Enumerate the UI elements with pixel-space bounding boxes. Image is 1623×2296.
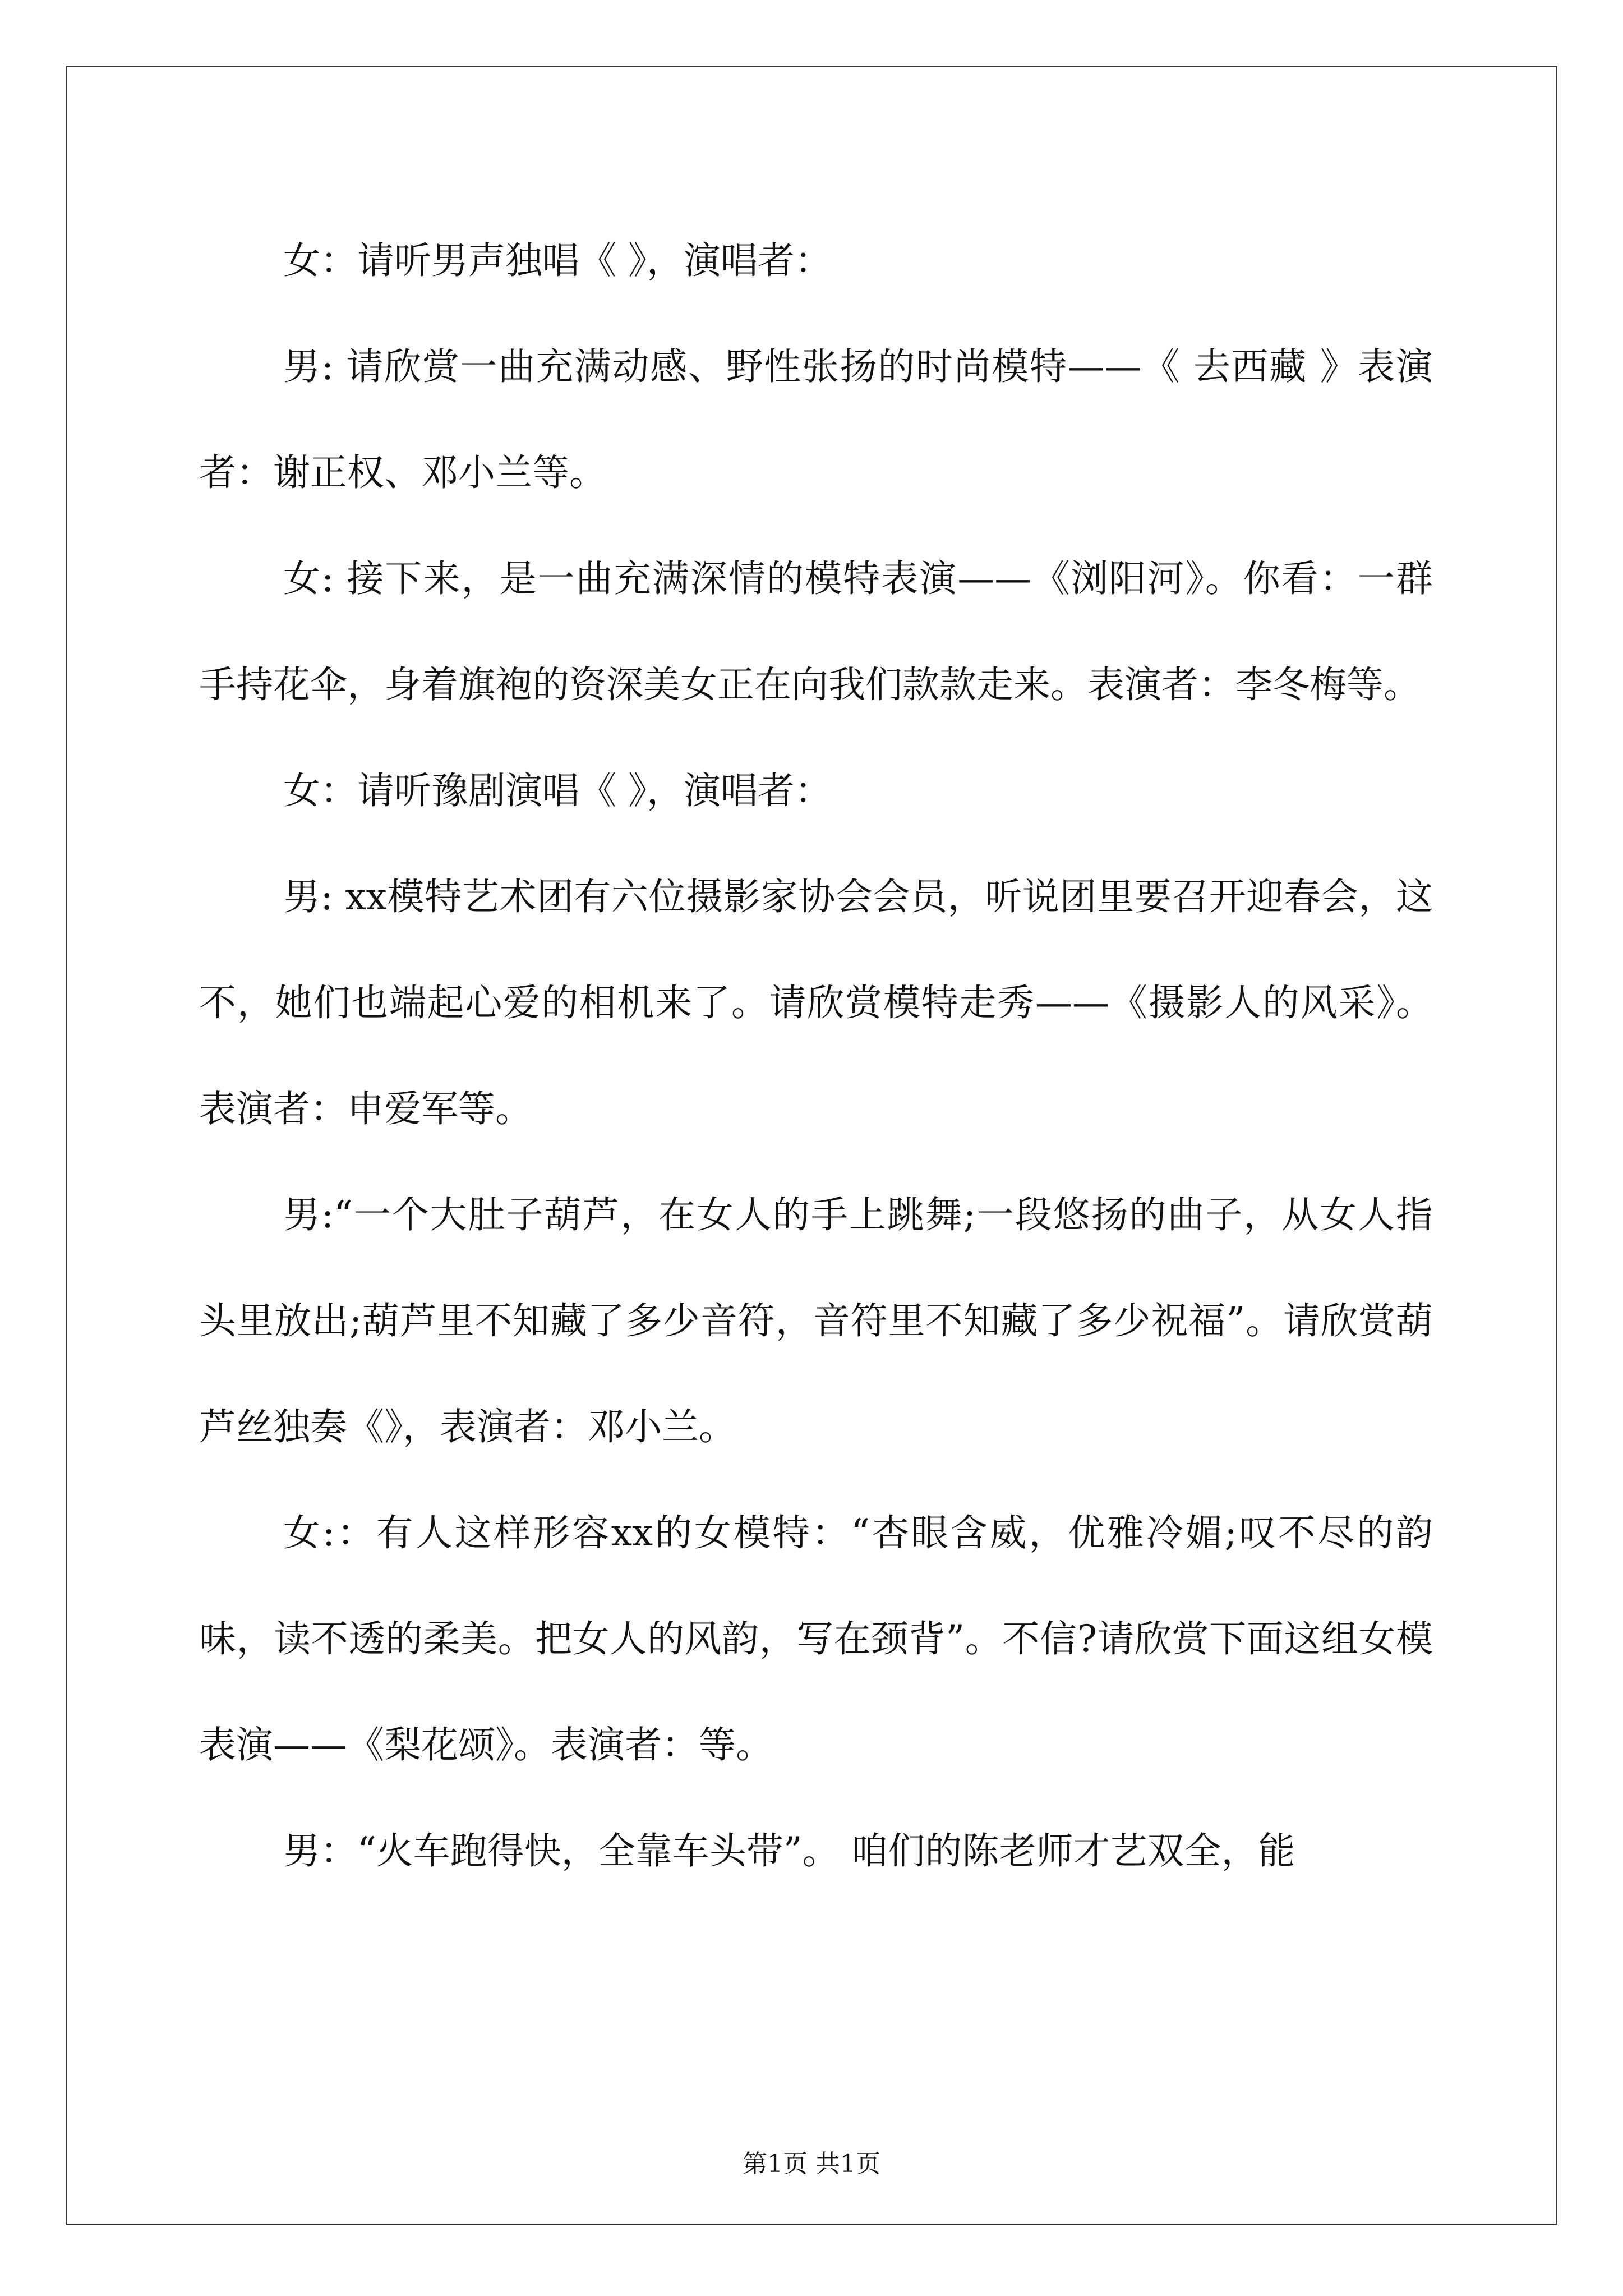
paragraph-5: 男: xx模特艺术团有六位摄影家协会会员，听说团里要召开迎春会，这不，她们也端起心爱的相机来了。请欣赏模特走秀——《摄影人的风采》。表演者：申爱军等。 [199, 875, 1433, 1130]
document-body [199, 208, 1433, 1904]
paragraph-7: 女:：有人这样形容xx的女模特：“杏眼含威，优雅冷媚;叹不尽的韵味，读不透的柔美。把女人的风韵，写在颈背”。不信?请欣赏下面这组女模表演——《梨花颂》。表演者：等。 [199, 1511, 1433, 1766]
paragraph-8: 男：“火车跑得快，全靠车头带”。 咱们的陈老师才艺双全，能 [283, 1829, 1295, 1872]
paragraph-1: 女：请听男声独唱《 》，演唱者： [283, 239, 832, 282]
paragraph-4: 女：请听豫剧演唱《 》，演唱者： [283, 769, 832, 812]
page-number-footer: 第1页 共1页 [743, 2150, 880, 2178]
paragraph-6: 男:“一个大肚子葫芦，在女人的手上跳舞;一段悠扬的曲子，从女人指头里放出;葫芦里不知藏了多少音符，音符里不知藏了多少祝福”。请欣赏葫芦丝独奏《》，表演者：邓小兰。 [199, 1193, 1433, 1448]
paragraph-3: 女: 接下来，是一曲充满深情的模特表演——《浏阳河》。你看：一群手持花伞，身着旗袍的资深美女正在向我们款款走来。表演者：李冬梅等。 [199, 557, 1433, 706]
paragraph-2: 男: 请欣赏一曲充满动感、野性张扬的时尚模特——《 去西藏 》表演者：谢正权、邓小兰等。 [199, 345, 1433, 494]
